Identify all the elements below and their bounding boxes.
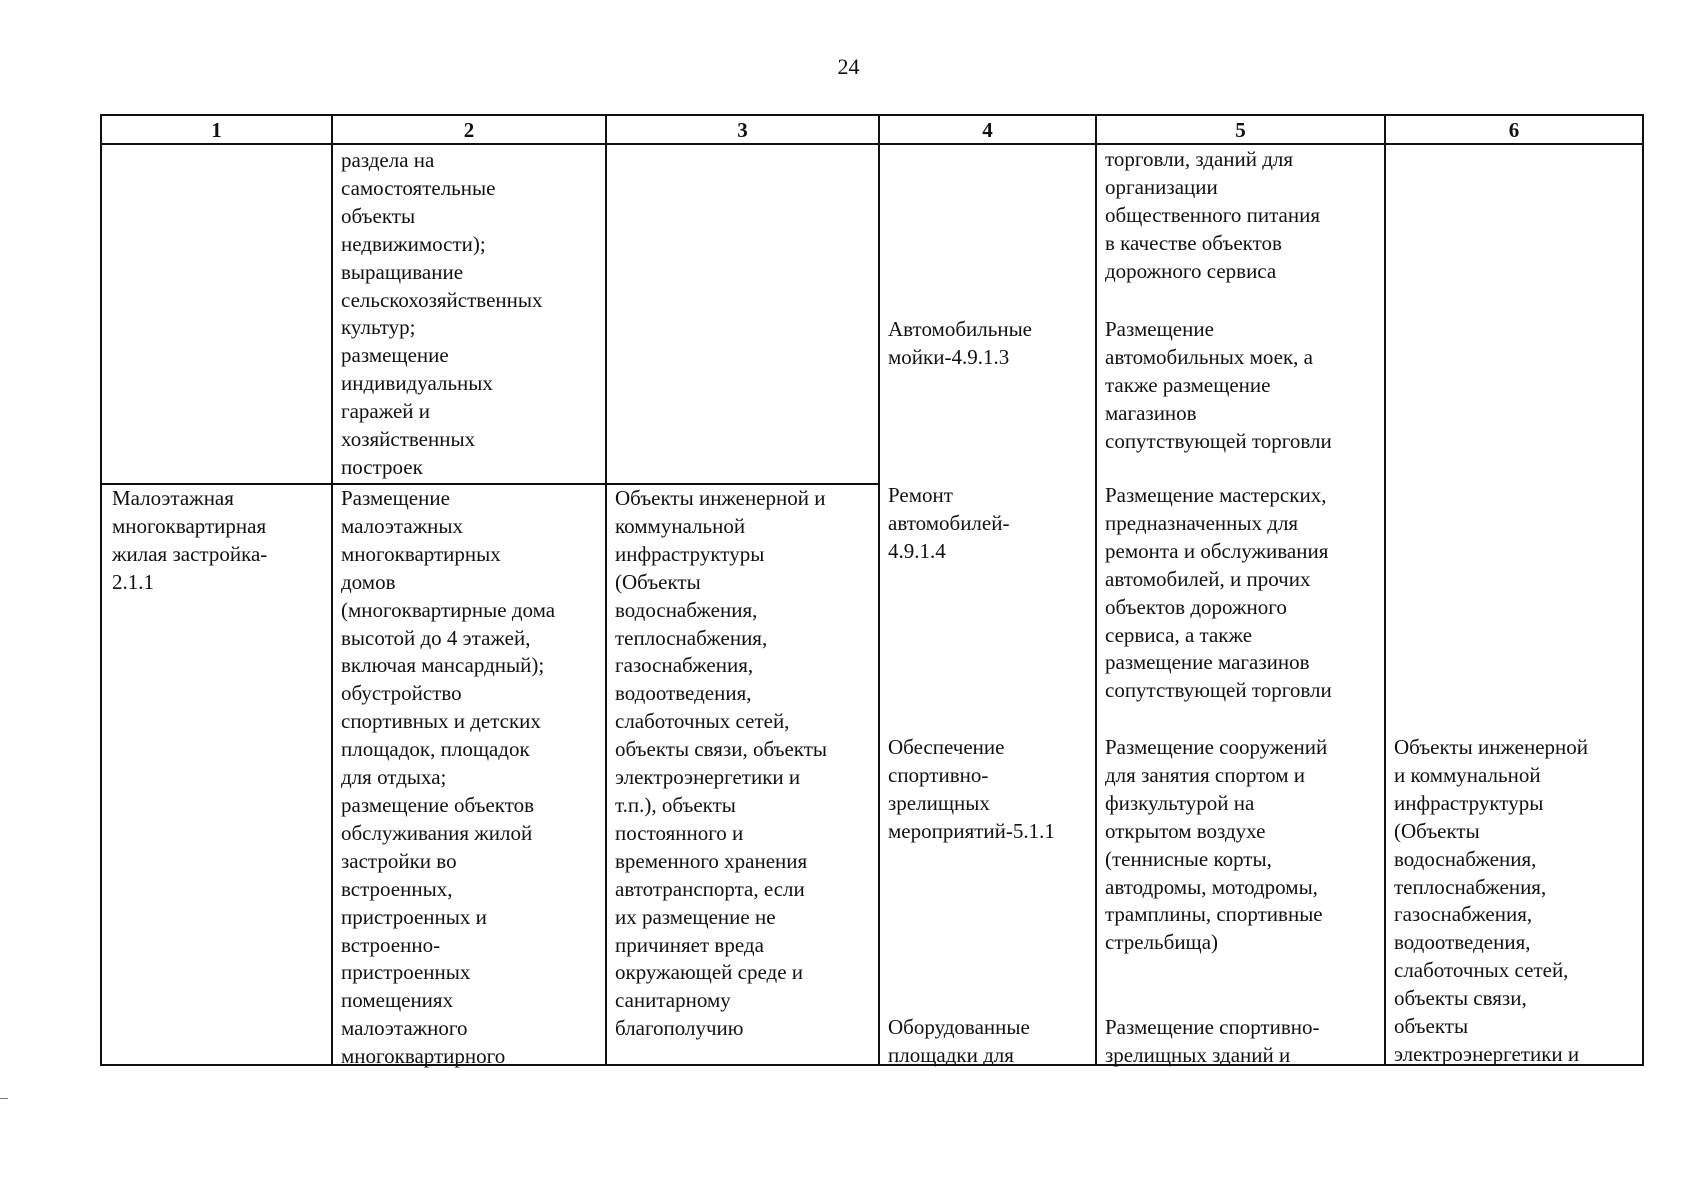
header-col-5: 5: [1235, 118, 1246, 142]
auxiliary-use-text: Объекты инженерной и коммунальной инфраструктуры (Объекты водоснабжения, теплоснабжения, газоснабжения, водоотведения, слаботочных сетей, объекты связи, объекты электроэнергетики и т.п.), объекты постоянного и временного хранения автотранспорта, если их размещение не причиняет вреда окружающей среде и санитарному благополучию: [615, 486, 828, 1041]
margin-mark: [0, 1098, 8, 1099]
use-type-equipped-grounds: Оборудованные площадки для: [888, 1015, 1030, 1067]
column-divider: [878, 116, 880, 1064]
description-sports-facilities: Размещение сооружений для занятия спортом и физкультурой на открытом воздухе (теннисные корты, автодромы, мотодромы, трамплины, спортивные стрельбища): [1105, 735, 1328, 955]
use-type-car-repair: Ремонт автомобилей- 4.9.1.4: [888, 483, 1010, 563]
header-col-1: 1: [211, 118, 222, 142]
use-type-car-wash: Автомобильные мойки-4.9.1.3: [888, 317, 1032, 369]
column-divider: [605, 116, 607, 1064]
column-divider: [331, 116, 333, 1064]
description-sports-buildings: Размещение спортивно- зрелищных зданий и: [1105, 1015, 1320, 1067]
description-car-wash: Размещение автомобильных моек, а также размещение магазинов сопутствующей торговли: [1105, 317, 1332, 453]
header-col-3: 3: [737, 118, 748, 142]
conditional-use-text: Объекты инженерной и коммунальной инфраструктуры (Объекты водоснабжения, теплоснабжения, газоснабжения, водоотведения, слаботочных сетей, объекты связи, объекты электроэнергетики и: [1394, 735, 1589, 1066]
description-car-repair: Размещение мастерских, предназначенных для ремонта и обслуживания автомобилей, и прочих объектов дорожного сервиса, а также размещение магазинов сопутствующей торговли: [1105, 483, 1332, 703]
page-number: 24: [837, 54, 860, 79]
regulations-table: [100, 114, 1644, 1069]
use-type-sports-events: Обеспечение спортивно- зрелищных мероприятий-5.1.1: [888, 735, 1055, 843]
zone-name-cell: Малоэтажная многоквартирная жилая застройка- 2.1.1: [112, 486, 268, 594]
permitted-use-text: Размещение малоэтажных многоквартирных домов (многоквартирные дома высотой до 4 этажей, включая мансардный); обустройство спортивных и детских площадок, площадок для отдыха; размещение объектов обслуживания жилой застройки во встроенных, пристроенных и встроенно- пристроенных помещениях малоэтажного многоквартирного: [341, 486, 556, 1069]
column-divider: [1095, 116, 1097, 1064]
description-road-service-continued: торговли, зданий для организации общественного питания в качестве объектов дорожного сервиса: [1105, 147, 1320, 283]
permitted-use-text-continued: раздела на самостоятельные объекты недвижимости); выращивание сельскохозяйственных культур; размещение индивидуальных гаражей и хозяйственных построек: [341, 148, 543, 479]
column-divider: [1384, 116, 1386, 1064]
header-col-2: 2: [463, 118, 475, 142]
header-col-6: 6: [1508, 118, 1520, 142]
header-col-4: 4: [982, 118, 993, 142]
